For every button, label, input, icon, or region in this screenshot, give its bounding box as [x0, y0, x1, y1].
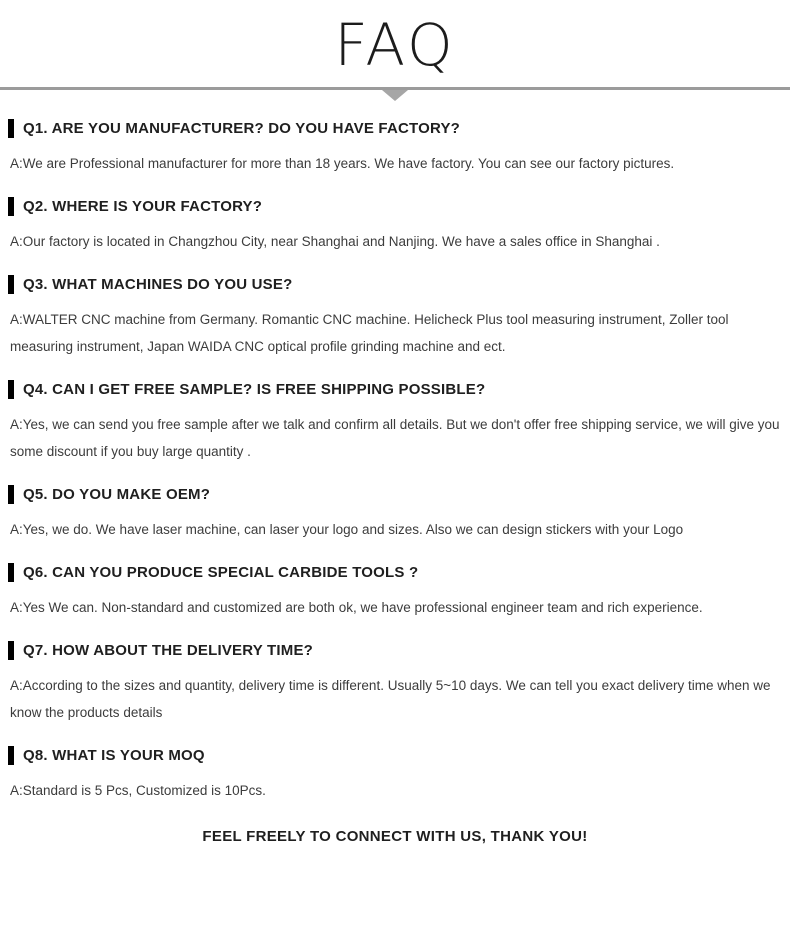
faq-answer-text: A:Yes, we do. We have laser machine, can laser your logo and sizes. Also we can design stickers with your Logo: [10, 521, 684, 537]
question-marker-bar: [8, 746, 14, 765]
faq-question-text: Q5. DO YOU MAKE OEM?: [23, 485, 211, 503]
faq-answer-text: A:Yes, we can send you free sample after we talk and confirm all details. But we don't offer free shipping service, we will give you some discount if you buy large quantity .: [10, 416, 780, 459]
faq-item: [8, 485, 780, 543]
faq-question: [8, 641, 780, 660]
question-marker-bar: [8, 485, 14, 504]
faq-question-text: Q1. ARE YOU MANUFACTURER? DO YOU HAVE FACTORY?: [23, 119, 461, 137]
faq-item: [8, 380, 780, 465]
faq-question-text: Q8. WHAT IS YOUR MOQ: [23, 746, 205, 764]
faq-question: [8, 485, 780, 504]
faq-question: [8, 275, 780, 294]
faq-item: [8, 119, 780, 177]
page-title: FAQ: [334, 11, 456, 79]
faq-question: [8, 746, 780, 765]
faq-item: [8, 197, 780, 255]
section-divider: [0, 87, 790, 111]
footer-message: FEEL FREELY TO CONNECT WITH US, THANK YOU!: [202, 827, 588, 845]
faq-question: [8, 563, 780, 582]
faq-header: [0, 0, 790, 111]
faq-question: [8, 197, 780, 216]
faq-item: [8, 275, 780, 360]
faq-question-text: Q3. WHAT MACHINES DO YOU USE?: [23, 275, 293, 293]
question-marker-bar: [8, 380, 14, 399]
faq-answer-text: A:Our factory is located in Changzhou City, near Shanghai and Nanjing. We have a sales office in Shanghai .: [10, 233, 660, 249]
faq-question-text: Q7. HOW ABOUT THE DELIVERY TIME?: [23, 641, 314, 659]
faq-question: [8, 119, 780, 138]
faq-item: [8, 563, 780, 621]
faq-question-text: Q6. CAN YOU PRODUCE SPECIAL CARBIDE TOOLS ?: [23, 563, 419, 581]
question-marker-bar: [8, 197, 14, 216]
faq-answer-text: A:WALTER CNC machine from Germany. Romantic CNC machine. Helicheck Plus tool measuring instrument, Zoller tool measuring instrument, Japan WAIDA CNC optical profile grinding machine and ect.: [10, 311, 729, 354]
faq-question: [8, 380, 780, 399]
faq-footer: [0, 828, 790, 845]
faq-item: [8, 746, 780, 804]
question-marker-bar: [8, 275, 14, 294]
faq-answer-text: A:We are Professional manufacturer for more than 18 years. We have factory. You can see our factory pictures.: [10, 155, 675, 171]
faq-list: [0, 111, 790, 804]
faq-answer-text: A:According to the sizes and quantity, delivery time is different. Usually 5~10 days. We can tell you exact delivery time when we know the products details: [10, 677, 771, 720]
faq-item: [8, 641, 780, 726]
faq-answer-text: A:Yes We can. Non-standard and customized are both ok, we have professional engineer team and rich experience.: [10, 599, 703, 615]
question-marker-bar: [8, 641, 14, 660]
question-marker-bar: [8, 563, 14, 582]
faq-question-text: Q4. CAN I GET FREE SAMPLE? IS FREE SHIPPING POSSIBLE?: [23, 380, 486, 398]
question-marker-bar: [8, 119, 14, 138]
faq-answer-text: A:Standard is 5 Pcs, Customized is 10Pcs.: [10, 782, 266, 798]
faq-question-text: Q2. WHERE IS YOUR FACTORY?: [23, 197, 263, 215]
arrow-down-icon: [382, 90, 408, 101]
